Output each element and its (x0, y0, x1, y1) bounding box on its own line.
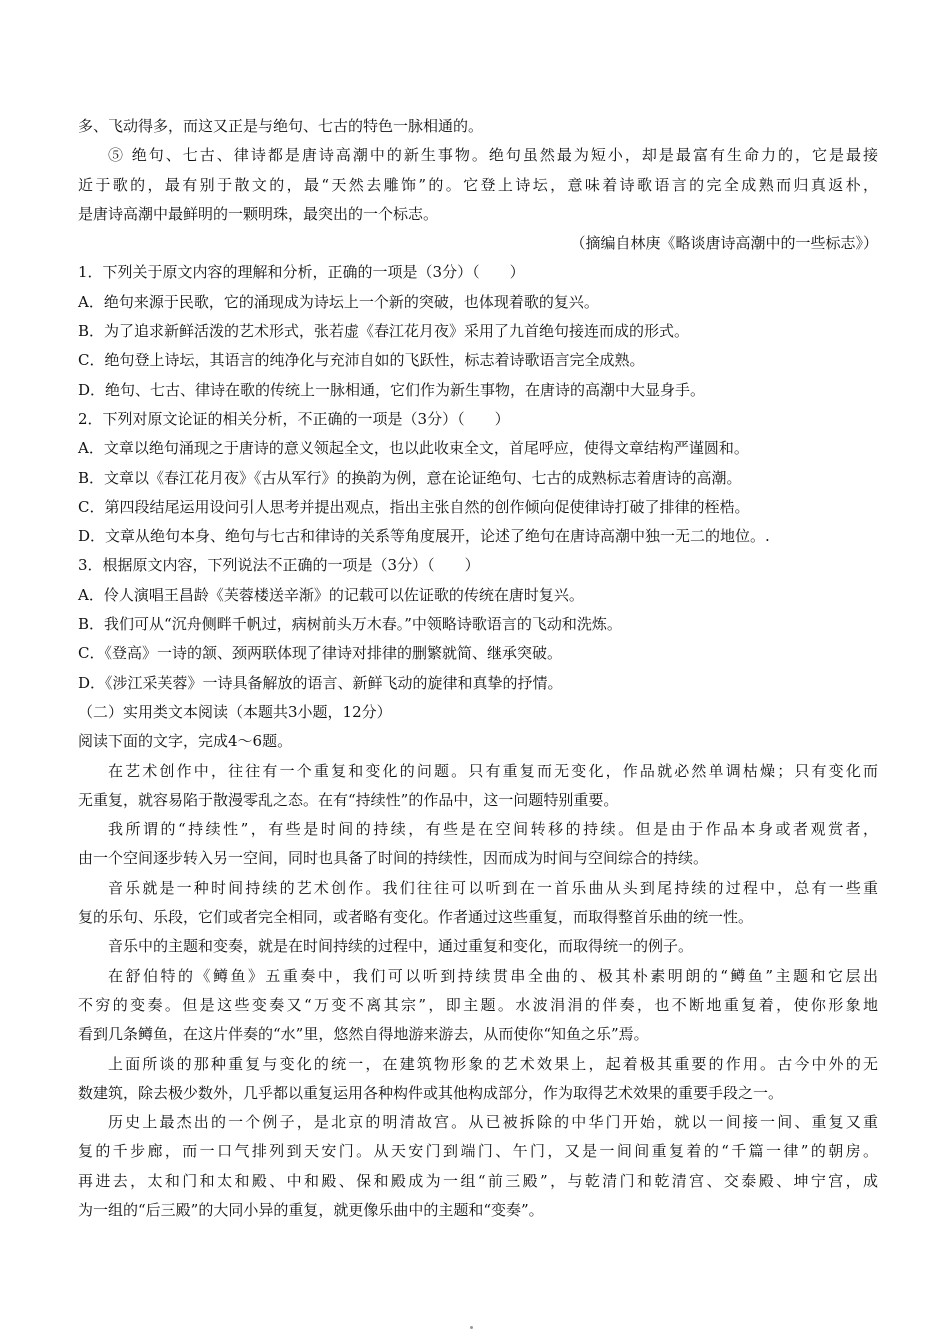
option-b: B．我们可从“沉舟侧畔千帆过，病树前头万木春。”中领略诗歌语言的飞动和洗炼。 (78, 615, 622, 634)
question-1: 1．下列关于原文内容的理解和分析，正确的一项是（3分）（ ） (78, 263, 525, 282)
text-line: 上面所谈的那种重复与变化的统一，在建筑物形象的艺术效果上，起着极其重要的作用。古今中外的无 (108, 1054, 878, 1073)
text-line: 复的乐句、乐段，它们或者完全相同，或者略有变化。作者通过这些重复，而取得整首乐曲的统一性。 (78, 908, 754, 927)
document-page (78, 112, 878, 1225)
text-line: 不穷的变奏。但是这些变奏又“万变不离其宗”，即主题。水波涓涓的伴奏，也不断地重复着，使你形象地 (78, 995, 878, 1014)
page-mark (470, 1326, 473, 1329)
question-2: 2．下列对原文论证的相关分析，不正确的一项是（3分）（ ） (78, 409, 510, 428)
text-line: 数建筑，除去极少数外，几乎都以重复运用各种构件或其他构成部分，作为取得艺术效果的重要手段之一。 (78, 1083, 784, 1102)
option-c: C．第四段结尾运用设问引人思考并提出观点，指出主张自然的创作倾向促使律诗打破了排律的桎梏。 (78, 497, 750, 516)
text-line: 历史上最杰出的一个例子，是北京的明清故宫。从已被拆除的中华门开始，就以一间接一间、重复又重 (108, 1113, 878, 1132)
option-a: A．文章以绝句涌现之于唐诗的意义领起全文，也以此收束全文，首尾呼应，使得文章结构严谨圆和。 (78, 439, 749, 458)
instruction: 阅读下面的文字，完成4～6题。 (78, 732, 293, 751)
option-b: B．文章以《春江花月夜》《古从军行》的换韵为例，意在论证绝句、七古的成熟标志着唐诗的高潮。 (78, 468, 742, 487)
text-line: 在艺术创作中，往往有一个重复和变化的问题。只有重复而无变化，作品就必然单调枯燥；只有变化而 (108, 761, 878, 780)
text-line: 近于歌的，最有别于散文的，最“天然去雕饰”的。它登上诗坛，意味着诗歌语言的完全成熟而归真返朴， (78, 175, 878, 194)
text-line: 音乐就是一种时间持续的艺术创作。我们往往可以听到在一首乐曲从头到尾持续的过程中，总有一些重 (108, 878, 878, 897)
text-line: ⑤ 绝句、七古、律诗都是唐诗高潮中的新生事物。绝句虽然最为短小，却是最富有生命力的，它是最接 (108, 146, 878, 165)
option-c: C．《登高》一诗的颔、颈两联体现了律诗对排律的删繁就简、继承突破。 (78, 644, 562, 663)
section-heading: （二）实用类文本阅读（本题共3小题，12分） (78, 702, 392, 721)
text-line: 再进去，太和门和太和殿、中和殿、保和殿成为一组“前三殿”，与乾清门和乾清宫、交泰殿、坤宁宫，成 (78, 1171, 878, 1190)
text-line: 是唐诗高潮中最鲜明的一颗明珠，最突出的一个标志。 (78, 204, 439, 223)
source-citation: （摘编自林庚《略谈唐诗高潮中的一些标志》） (570, 234, 878, 253)
option-d: D．文章从绝句本身、绝句与七古和律诗的关系等角度展开，论述了绝句在唐诗高潮中独一无二的地位。. (78, 527, 770, 546)
option-d: D．绝句、七古、律诗在歌的传统上一脉相通，它们作为新生事物，在唐诗的高潮中大显身手。 (78, 380, 706, 399)
option-b: B．为了追求新鲜活泼的艺术形式，张若虚《春江花月夜》采用了九首绝句接连而成的形式。 (78, 322, 690, 341)
option-a: A．绝句来源于民歌，它的涌现成为诗坛上一个新的突破，也体现着歌的复兴。 (78, 292, 599, 311)
text-line: 复的千步廊，而一口气排列到天安门。从天安门到端门、午门，又是一间间重复着的“千篇一律”的朝房。 (78, 1142, 878, 1161)
text-line: 我所谓的“持续性”，有些是时间的持续，有些是在空间转移的持续。但是由于作品本身或者观赏者， (108, 820, 878, 839)
text-line: 由一个空间逐步转入另一空间，同时也具备了时间的持续性，因而成为时间与空间综合的持续。 (78, 849, 709, 868)
option-d: D．《涉江采芙蓉》一诗具备解放的语言、新鲜飞动的旋律和真挚的抒情。 (78, 673, 563, 692)
text-line: 为一组的“后三殿”的大同小异的重复，就更像乐曲中的主题和“变奏”。 (78, 1200, 544, 1219)
text-line: 音乐中的主题和变奏，就是在时间持续的过程中，通过重复和变化，而取得统一的例子。 (108, 937, 694, 956)
text-line: 多、飞动得多，而这又正是与绝句、七古的特色一脉相通的。 (78, 117, 484, 135)
option-c: C．绝句登上诗坛，其语言的纯净化与充沛自如的飞跃性，标志着诗歌语言完全成熟。 (78, 351, 645, 370)
text-line: 看到几条鳟鱼，在这片伴奏的“水”里，悠然自得地游来游去，从而使你“知鱼之乐”焉。 (78, 1025, 649, 1044)
text-line: 在舒伯特的《鳟鱼》五重奏中，我们可以听到持续贯串全曲的、极其朴素明朗的“鳟鱼”主题和它层出 (108, 966, 878, 985)
question-3: 3．根据原文内容，下列说法不正确的一项是（3分）（ ） (78, 556, 480, 575)
option-a: A．伶人演唱王昌龄《芙蓉楼送辛渐》的记载可以佐证歌的传统在唐时复兴。 (78, 585, 584, 604)
text-line: 无重复，就容易陷于散漫零乱之态。在有“持续性”的作品中，这一问题特别重要。 (78, 790, 619, 809)
